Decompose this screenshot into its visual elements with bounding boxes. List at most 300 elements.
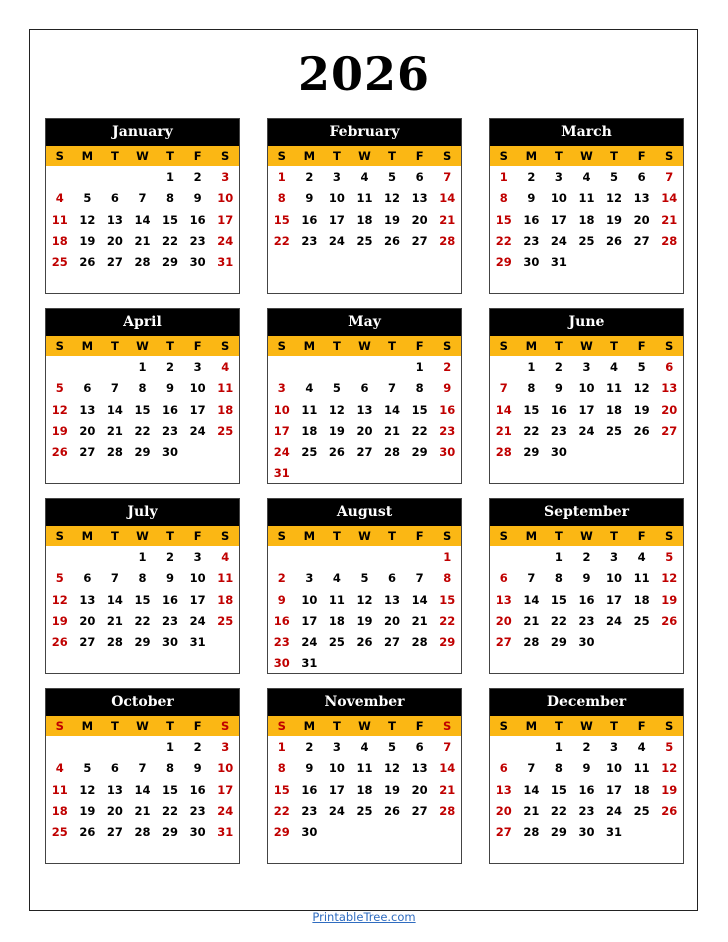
day-cell: 30 (578, 825, 595, 840)
day-grid (46, 546, 239, 653)
day-cell: 18 (51, 803, 68, 818)
day-cell: 11 (51, 212, 68, 227)
month-name: February (268, 119, 461, 146)
day-cell: 26 (356, 635, 373, 650)
weekday-label: S (221, 529, 230, 543)
day-cell: 19 (384, 212, 401, 227)
weekday-label: F (415, 149, 424, 163)
month-calendar-december (489, 688, 684, 864)
weekday-label: F (637, 149, 646, 163)
weekday-label: T (554, 529, 563, 543)
day-cell: 1 (277, 170, 286, 184)
weekday-header-row (46, 336, 239, 356)
day-cell: 15 (411, 402, 428, 417)
day-cell: 8 (138, 381, 147, 396)
day-cell: 27 (661, 423, 678, 438)
day-cell: 25 (51, 255, 68, 270)
day-cell: 7 (138, 761, 147, 776)
day-cell: 8 (499, 191, 508, 206)
day-cell: 4 (55, 761, 64, 776)
weekday-label: S (443, 719, 452, 733)
day-cell: 26 (328, 445, 345, 460)
source-link[interactable]: PrintableTree.com (312, 910, 416, 924)
day-cell: 5 (610, 170, 619, 184)
day-cell: 29 (134, 635, 151, 650)
day-cell: 20 (495, 613, 512, 628)
day-cell: 14 (384, 402, 401, 417)
day-cell: 28 (384, 445, 401, 460)
day-cell: 19 (51, 613, 68, 628)
day-cell: 30 (189, 255, 206, 270)
day-cell: 5 (388, 740, 397, 754)
day-cell: 12 (661, 571, 678, 586)
weekday-label: T (554, 149, 563, 163)
day-cell: 4 (637, 740, 646, 754)
day-cell: 11 (633, 761, 650, 776)
day-cell: 26 (79, 825, 96, 840)
day-cell: 3 (193, 550, 202, 564)
weekday-label: S (55, 529, 64, 543)
day-cell: 18 (356, 212, 373, 227)
day-cell: 23 (273, 635, 290, 650)
weekday-label: T (388, 719, 396, 733)
day-cell: 9 (193, 191, 202, 206)
day-cell: 21 (134, 233, 151, 248)
day-cell: 14 (523, 592, 540, 607)
day-cell: 14 (134, 782, 151, 797)
day-cell: 29 (523, 445, 540, 460)
day-cell: 15 (495, 212, 512, 227)
month-name: July (46, 499, 239, 526)
day-cell: 5 (637, 360, 646, 374)
day-cell: 9 (582, 571, 591, 586)
day-cell: 19 (661, 782, 678, 797)
day-cell: 2 (193, 740, 202, 754)
weekday-label: T (110, 719, 119, 733)
weekday-header-row (268, 146, 461, 166)
weekday-label: M (81, 719, 94, 733)
day-cell: 22 (439, 613, 456, 628)
day-cell: 15 (162, 782, 179, 797)
day-cell: 2 (193, 170, 202, 184)
weekday-label: W (136, 529, 149, 543)
month-calendar-september (489, 498, 684, 674)
day-cell: 13 (106, 212, 123, 227)
day-cell: 5 (55, 381, 64, 396)
weekday-label: F (193, 339, 202, 353)
day-cell: 27 (411, 233, 428, 248)
day-cell: 14 (106, 592, 123, 607)
empty-day-cell (518, 737, 546, 758)
day-cell: 16 (301, 782, 318, 797)
day-cell: 24 (189, 613, 206, 628)
month-name: April (46, 309, 239, 336)
day-grid (46, 736, 239, 843)
day-cell: 16 (162, 592, 179, 607)
day-cell: 8 (166, 761, 175, 776)
day-cell: 28 (134, 255, 151, 270)
day-cell: 9 (527, 191, 536, 206)
empty-day-cell (268, 357, 296, 378)
weekday-header-row (490, 336, 683, 356)
day-cell: 26 (661, 803, 678, 818)
day-cell: 23 (189, 803, 206, 818)
day-cell: 2 (277, 571, 286, 586)
weekday-label: S (443, 529, 452, 543)
day-cell: 23 (301, 803, 318, 818)
day-cell: 14 (439, 761, 456, 776)
day-cell: 3 (221, 740, 230, 754)
weekday-header-row (490, 716, 683, 736)
weekday-label: M (303, 529, 316, 543)
day-cell: 26 (606, 233, 623, 248)
day-cell: 4 (221, 360, 230, 374)
day-cell: 15 (273, 782, 290, 797)
weekday-label: S (499, 149, 508, 163)
day-cell: 15 (273, 212, 290, 227)
day-cell: 14 (439, 191, 456, 206)
day-cell: 19 (384, 782, 401, 797)
day-cell: 30 (301, 825, 318, 840)
day-cell: 29 (411, 445, 428, 460)
day-cell: 13 (384, 592, 401, 607)
day-cell: 29 (134, 445, 151, 460)
day-cell: 4 (332, 571, 341, 586)
day-cell: 22 (523, 423, 540, 438)
day-cell: 16 (301, 212, 318, 227)
day-cell: 20 (79, 423, 96, 438)
day-cell: 13 (79, 592, 96, 607)
day-cell: 15 (162, 212, 179, 227)
day-cell: 20 (661, 402, 678, 417)
day-cell: 27 (495, 635, 512, 650)
empty-day-cell (351, 357, 379, 378)
day-cell: 8 (527, 381, 536, 396)
day-cell: 24 (578, 423, 595, 438)
day-cell: 28 (106, 445, 123, 460)
day-cell: 11 (356, 191, 373, 206)
weekday-label: T (610, 529, 618, 543)
weekday-label: W (136, 149, 149, 163)
day-cell: 2 (582, 740, 591, 754)
weekday-label: W (136, 339, 149, 353)
month-calendar-november (267, 688, 462, 864)
day-cell: 18 (217, 402, 234, 417)
weekday-label: W (358, 529, 371, 543)
day-cell: 2 (166, 550, 175, 564)
day-cell: 19 (606, 212, 623, 227)
day-cell: 27 (106, 255, 123, 270)
weekday-label: T (166, 719, 174, 733)
empty-day-cell (46, 547, 74, 568)
day-cell: 13 (495, 782, 512, 797)
empty-day-cell (490, 357, 518, 378)
day-cell: 25 (578, 233, 595, 248)
day-cell: 29 (550, 635, 567, 650)
day-cell: 18 (578, 212, 595, 227)
day-cell: 26 (633, 423, 650, 438)
day-cell: 26 (384, 803, 401, 818)
empty-day-cell (406, 547, 434, 568)
day-cell: 7 (110, 571, 119, 586)
day-cell: 25 (633, 803, 650, 818)
day-cell: 15 (550, 592, 567, 607)
weekday-label: F (637, 719, 646, 733)
day-cell: 9 (193, 761, 202, 776)
day-cell: 29 (550, 825, 567, 840)
month-calendar-february (267, 118, 462, 294)
day-cell: 18 (356, 782, 373, 797)
weekday-label: T (110, 529, 119, 543)
day-cell: 26 (384, 233, 401, 248)
day-cell: 2 (527, 170, 536, 184)
day-cell: 11 (217, 571, 234, 586)
weekday-label: S (665, 529, 674, 543)
weekday-label: T (388, 149, 396, 163)
month-calendar-october (45, 688, 240, 864)
day-cell: 24 (217, 803, 234, 818)
day-cell: 27 (356, 445, 373, 460)
weekday-label: S (277, 339, 286, 353)
day-cell: 12 (661, 761, 678, 776)
month-name: September (490, 499, 683, 526)
weekday-label: T (610, 149, 618, 163)
day-cell: 21 (523, 613, 540, 628)
day-cell: 30 (578, 635, 595, 650)
weekday-label: S (443, 149, 452, 163)
day-cell: 1 (527, 360, 536, 374)
day-cell: 27 (495, 825, 512, 840)
day-cell: 27 (79, 445, 96, 460)
day-cell: 11 (578, 191, 595, 206)
month-calendar-march (489, 118, 684, 294)
empty-day-cell (46, 737, 74, 758)
day-cell: 6 (388, 571, 397, 586)
day-cell: 24 (606, 803, 623, 818)
day-cell: 5 (83, 191, 92, 206)
months-grid (45, 118, 684, 864)
day-cell: 7 (388, 381, 397, 396)
day-cell: 10 (328, 191, 345, 206)
day-cell: 24 (328, 803, 345, 818)
weekday-label: S (55, 719, 64, 733)
day-cell: 1 (415, 360, 424, 374)
weekday-label: S (221, 339, 230, 353)
day-cell: 3 (610, 740, 619, 754)
day-cell: 17 (328, 212, 345, 227)
day-grid (268, 166, 461, 252)
weekday-label: M (81, 529, 94, 543)
day-cell: 20 (633, 212, 650, 227)
month-calendar-may (267, 308, 462, 484)
day-cell: 17 (189, 402, 206, 417)
day-cell: 26 (661, 613, 678, 628)
day-cell: 11 (633, 571, 650, 586)
day-cell: 10 (217, 761, 234, 776)
day-cell: 23 (578, 803, 595, 818)
day-cell: 8 (415, 381, 424, 396)
day-cell: 31 (606, 825, 623, 840)
day-cell: 22 (134, 423, 151, 438)
empty-day-cell (101, 737, 129, 758)
empty-day-cell (129, 737, 157, 758)
day-cell: 6 (415, 740, 424, 754)
day-cell: 7 (415, 571, 424, 586)
day-cell: 12 (384, 191, 401, 206)
day-cell: 12 (384, 761, 401, 776)
day-cell: 19 (356, 613, 373, 628)
day-cell: 5 (332, 381, 341, 396)
empty-day-cell (490, 547, 518, 568)
weekday-label: T (166, 149, 174, 163)
weekday-header-row (46, 716, 239, 736)
day-cell: 4 (305, 381, 314, 396)
empty-day-cell (296, 547, 324, 568)
day-cell: 30 (439, 445, 456, 460)
day-cell: 12 (633, 381, 650, 396)
day-cell: 12 (356, 592, 373, 607)
day-cell: 19 (79, 803, 96, 818)
day-cell: 28 (523, 825, 540, 840)
empty-day-cell (46, 357, 74, 378)
weekday-label: S (55, 149, 64, 163)
day-cell: 5 (665, 740, 674, 754)
empty-day-cell (74, 357, 102, 378)
day-cell: 13 (411, 761, 428, 776)
day-cell: 5 (388, 170, 397, 184)
day-cell: 7 (499, 381, 508, 396)
day-cell: 27 (384, 635, 401, 650)
day-cell: 9 (277, 592, 286, 607)
day-cell: 23 (550, 423, 567, 438)
day-cell: 31 (273, 466, 290, 481)
weekday-label: W (136, 719, 149, 733)
day-cell: 14 (495, 402, 512, 417)
day-cell: 14 (523, 782, 540, 797)
day-cell: 24 (217, 233, 234, 248)
day-cell: 22 (550, 803, 567, 818)
weekday-label: T (554, 339, 563, 353)
day-cell: 29 (162, 825, 179, 840)
day-cell: 15 (134, 402, 151, 417)
day-cell: 21 (134, 803, 151, 818)
day-cell: 4 (637, 550, 646, 564)
day-cell: 13 (633, 191, 650, 206)
month-calendar-january (45, 118, 240, 294)
weekday-label: M (303, 149, 316, 163)
day-cell: 22 (550, 613, 567, 628)
day-cell: 2 (443, 360, 452, 374)
day-cell: 16 (578, 592, 595, 607)
day-cell: 21 (661, 212, 678, 227)
month-name: November (268, 689, 461, 716)
day-cell: 1 (166, 740, 175, 754)
weekday-label: W (580, 149, 593, 163)
day-cell: 31 (217, 825, 234, 840)
day-cell: 1 (138, 550, 147, 564)
day-cell: 15 (550, 782, 567, 797)
month-calendar-april (45, 308, 240, 484)
day-cell: 10 (189, 381, 206, 396)
day-cell: 29 (439, 635, 456, 650)
day-cell: 20 (106, 803, 123, 818)
weekday-label: F (415, 339, 424, 353)
day-cell: 31 (550, 255, 567, 270)
day-cell: 12 (328, 402, 345, 417)
day-cell: 8 (554, 571, 563, 586)
day-cell: 9 (554, 381, 563, 396)
day-cell: 11 (51, 782, 68, 797)
day-cell: 3 (221, 170, 230, 184)
day-cell: 13 (356, 402, 373, 417)
weekday-label: T (610, 719, 618, 733)
weekday-label: M (525, 719, 538, 733)
day-cell: 10 (217, 191, 234, 206)
month-calendar-august (267, 498, 462, 674)
day-cell: 12 (79, 212, 96, 227)
day-cell: 9 (166, 571, 175, 586)
month-calendar-july (45, 498, 240, 674)
day-cell: 20 (384, 613, 401, 628)
empty-day-cell (101, 167, 129, 188)
day-cell: 20 (411, 782, 428, 797)
weekday-label: M (525, 149, 538, 163)
weekday-label: W (358, 719, 371, 733)
day-cell: 29 (273, 825, 290, 840)
weekday-label: T (388, 529, 396, 543)
weekday-label: S (221, 719, 230, 733)
day-cell: 15 (523, 402, 540, 417)
day-cell: 17 (606, 592, 623, 607)
day-cell: 7 (110, 381, 119, 396)
day-cell: 25 (356, 803, 373, 818)
weekday-label: S (499, 339, 508, 353)
day-cell: 18 (328, 613, 345, 628)
day-cell: 23 (162, 613, 179, 628)
day-cell: 6 (83, 571, 92, 586)
weekday-label: S (277, 719, 286, 733)
weekday-label: T (166, 339, 174, 353)
day-cell: 4 (582, 170, 591, 184)
day-cell: 1 (554, 740, 563, 754)
day-cell: 6 (415, 170, 424, 184)
day-cell: 22 (134, 613, 151, 628)
day-cell: 17 (217, 782, 234, 797)
weekday-label: T (332, 529, 341, 543)
day-cell: 7 (665, 170, 674, 184)
day-cell: 22 (162, 233, 179, 248)
day-cell: 2 (582, 550, 591, 564)
day-cell: 7 (443, 740, 452, 754)
weekday-label: T (554, 719, 563, 733)
day-cell: 23 (301, 233, 318, 248)
day-cell: 17 (606, 782, 623, 797)
day-cell: 16 (189, 212, 206, 227)
day-cell: 24 (273, 445, 290, 460)
day-cell: 21 (106, 423, 123, 438)
weekday-label: S (221, 149, 230, 163)
day-cell: 29 (495, 255, 512, 270)
weekday-label: M (525, 339, 538, 353)
day-cell: 11 (328, 592, 345, 607)
day-cell: 7 (527, 571, 536, 586)
day-cell: 12 (79, 782, 96, 797)
empty-day-cell (378, 547, 406, 568)
weekday-label: S (277, 149, 286, 163)
weekday-label: M (525, 529, 538, 543)
day-cell: 20 (79, 613, 96, 628)
weekday-label: S (499, 529, 508, 543)
